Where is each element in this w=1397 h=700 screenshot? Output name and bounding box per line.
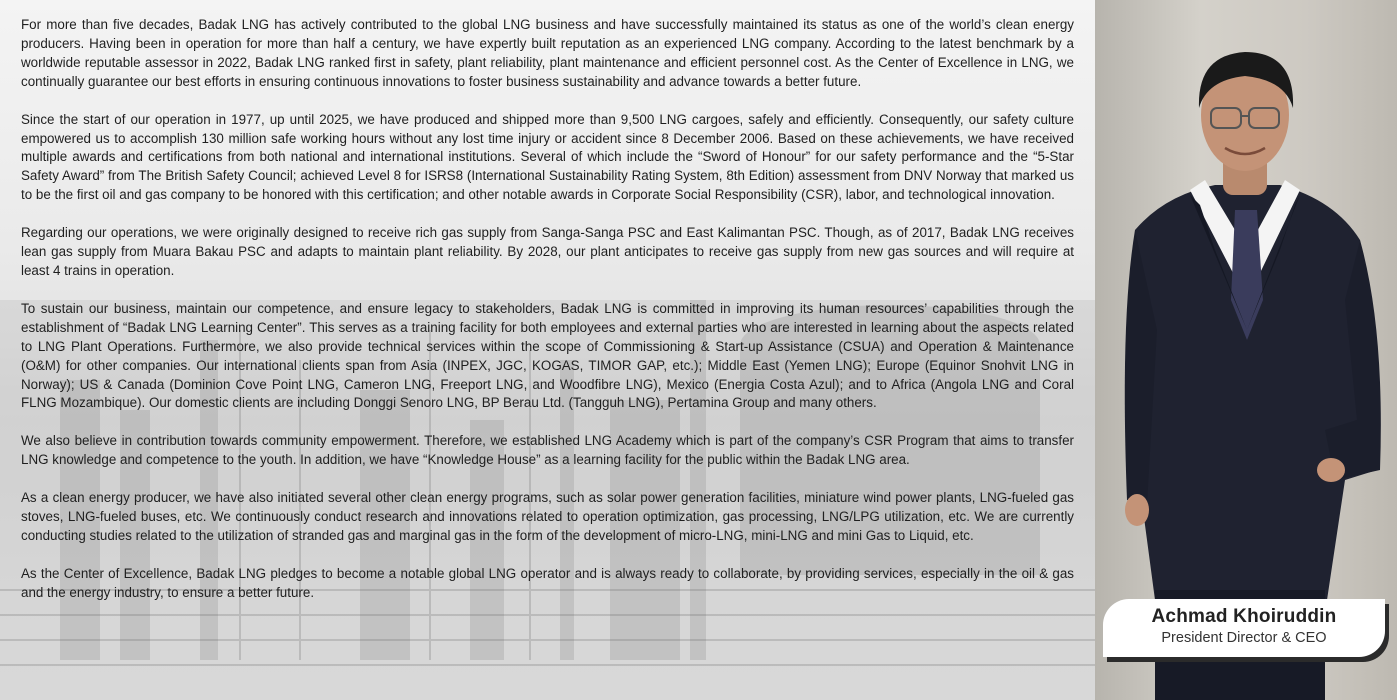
paragraph-learning-center: To sustain our business, maintain our competence, and ensure legacy to stakeholders, Badak LNG is committed in improving its human resources’ capabilities through the establishment of “Badak LNG Learning Center”. This serves as a training facility for both employees and external parties who are interested in learning about the aspects related to LNG Plant Operations. Furthermore, we also provide technical services within the scope of Commissioning & Start-up Assistance (CSUA) and Operation & Maintenance (O&M) for other companies. Our international clients span from Asia (INPEX, JGC, KOGAS, TIMOR GAP, etc.); Middle East (Yemen LNG); Europe (Equinor Snohvit LNG in Norway); US & Canada (Dominion Cove Point LNG, Cameron LNG, Freeport LNG, and Woodfibre LNG), Mexico (Energia Costa Azul); and to Africa (Angola LNG and Coral FLNG Mozambique). Our domestic clients are including Donggi Senoro LNG, BP Berau Ltd. (Tangguh LNG), Pertamina Group and many others.: [21, 300, 1074, 411]
paragraph-operations: Regarding our operations, we were originally designed to receive rich gas supply from Sanga-Sanga PSC and East Kalimantan PSC. Though, as of 2017, Badak LNG receives lean gas supply from Muara Bakau PSC and adapts to maintain plant reliability. By 2028, our plant anticipates to receive gas supply from new gas sources and will require at least 4 trains in operation.: [21, 225, 1074, 278]
paragraph-closing: As the Center of Excellence, Badak LNG pledges to become a notable global LNG operator and is always ready to collaborate, by providing services, especially in the oil & gas and the energy industry, to ensure a better future.: [21, 565, 1074, 600]
paragraph-community: We also believe in contribution towards community empowerment. Therefore, we established LNG Academy which is part of the company’s CSR Program that aims to transfer LNG knowledge and competence to the youth. In addition, we have “Knowledge House” as a learning facility for the public within the Badak LNG area.: [21, 433, 1074, 468]
paragraph-safety: Since the start of our operation in 1977, up until 2025, we have produced and shipped more than 9,500 LNG cargoes, safely and efficiently. Consequently, our safety culture empowered us to accomplish 130 million safe working hours without any lost time injury or accident since 8 December 2006. Based on these achievements, we have received multiple awards and certifications from both national and international institutions. Several of which include the “Sword of Honour” for our safety performance and the “5-Star Safety Award” from The British Safety Council; achieved Level 8 for ISRS8 (International Sustainability Rating System, 8th Edition) assessment from DNV Norway that marked us to be the first oil and gas company to be honored with this certification; and other notable awards in Corporate Social Responsibility (CSR), labor, and technological innovation.: [21, 111, 1074, 203]
ceo-title: President Director & CEO: [1161, 630, 1327, 646]
ceo-name-card: [1103, 599, 1385, 657]
ceo-name: Achmad Khoiruddin: [1151, 606, 1337, 627]
paragraph-clean-energy: As a clean energy producer, we have also initiated several other clean energy programs, such as solar power generation facilities, miniature wind power plants, LNG-fueled gas stoves, LNG-fueled buses, etc. We continuously conduct research and innovations related to operation optimization, gas processing, LNG/LPG utilization, etc. We are currently conducting studies related to the utilization of stranded gas and marginal gas in the form of the development of micro-LNG, mini-LNG and mini Gas to Liquid, etc.: [21, 490, 1074, 543]
ceo-portrait-photo: [1095, 0, 1397, 700]
message-body: [21, 16, 1074, 622]
paragraph-heritage: For more than five decades, Badak LNG has actively contributed to the global LNG business and have successfully maintained its status as one of the world’s clean energy producers. Having been in operation for more than half a century, we have expertly built reputation as an experienced LNG company. According to the latest benchmark by a worldwide reputable assessor in 2022, Badak LNG ranked first in safety, plant reliability, plant maintenance and efficient personnel cost. As the Center of Excellence in LNG, we continually guarantee our best efforts in ensuring continuous innovations to foster business sustainability and advance towards a better future.: [21, 17, 1074, 89]
ceo-photo-panel: [1095, 0, 1397, 700]
